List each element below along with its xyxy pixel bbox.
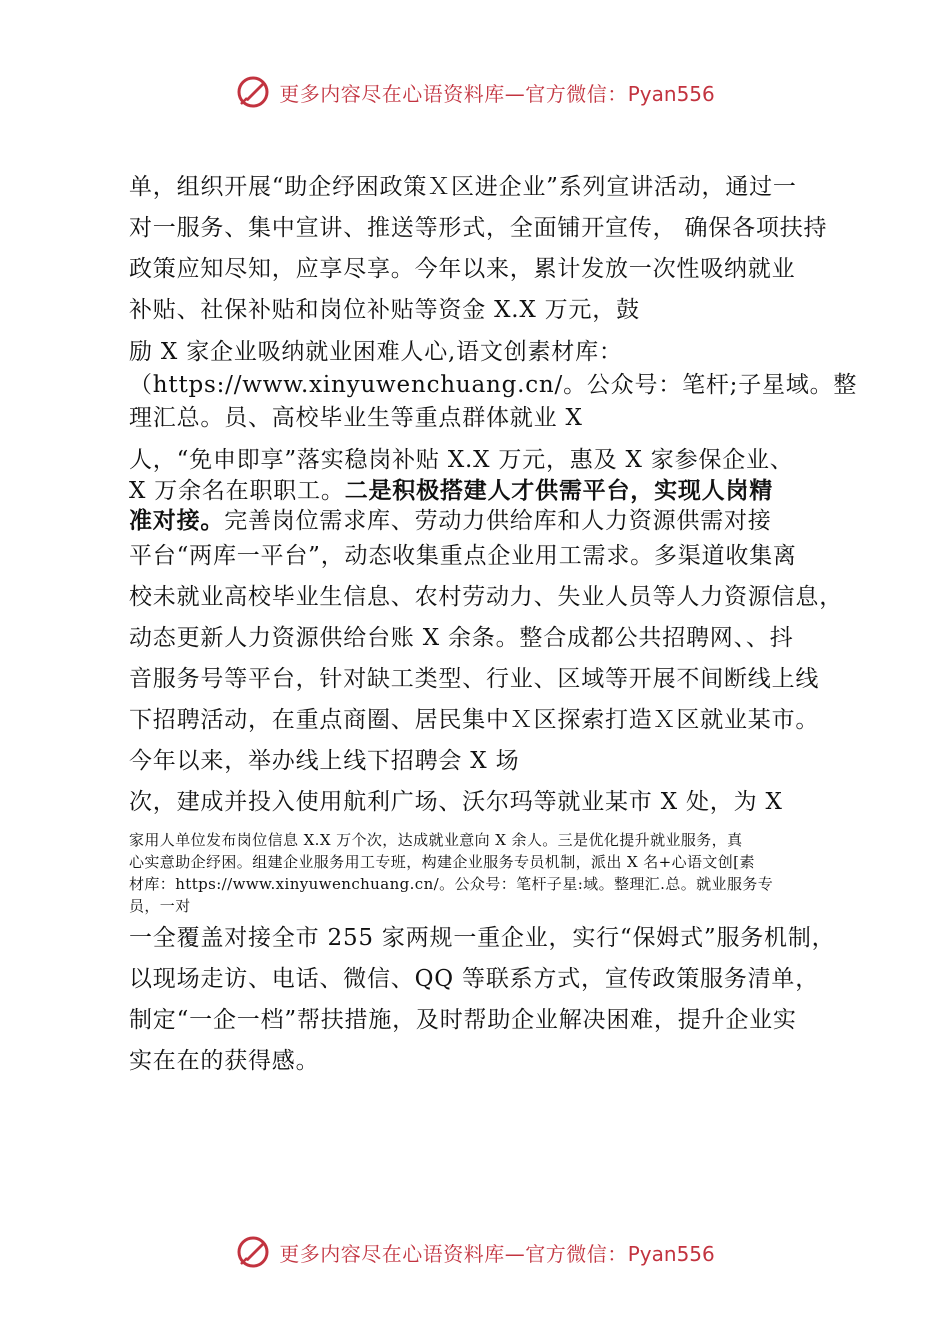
- heading-two-cont: 准对接。: [129, 508, 225, 534]
- text-run: X 万余名在职职工。: [129, 478, 345, 504]
- text-line-mixed: [129, 475, 773, 507]
- quill-logo-icon: [235, 1234, 271, 1270]
- text-line: 政策应知尽知，应享尽享。今年以来，累计发放一次性吸纳就业: [129, 256, 796, 282]
- text-line: 实在在的获得感。: [129, 1048, 320, 1074]
- text-line: 以现场走访、电话、微信、QQ 等联系方式，宣传政策服务清单，: [129, 966, 820, 992]
- text-line: 理汇总。员、高校毕业生等重点群体就业 X: [129, 405, 583, 431]
- text-line: 补贴、社保补贴和岗位补贴等资金 X.X 万元，鼓: [129, 297, 640, 323]
- small-text-line: 员，一对: [129, 897, 191, 915]
- small-text-line: 家用人单位发布岗位信息 X.X 万个次，达成就业意向 X 余人。三是优化提升就业服务，真: [129, 831, 743, 849]
- text-line: 一全覆盖对接全市 255 家两规一重企业，实行“保姆式”服务机制，: [129, 925, 836, 951]
- text-line-mixed: [129, 505, 772, 537]
- text-line: 校未就业高校毕业生信息、农村劳动力、失业人员等人力资源信息，: [129, 584, 843, 610]
- text-line: 对一服务、集中宣讲、推送等形式，全面铺开宣传， 确保各项扶持: [129, 215, 828, 241]
- text-line: 次，建成并投入使用航利广场、沃尔玛等就业某市 X 处，为 X: [129, 789, 783, 815]
- text-line: 动态更新人力资源供给台账 X 余条。整合成都公共招聘网、、抖: [129, 625, 794, 651]
- text-line: 音服务号等平台，针对缺工类型、行业、区域等开展不间断线上线: [129, 666, 820, 692]
- text-line: 今年以来，举办线上线下招聘会 X 场: [129, 748, 520, 774]
- text-line: 制定“一企一档”帮扶措施，及时帮助企业解决困难，提升企业实: [129, 1007, 797, 1033]
- wechat-handle: Pyan556: [627, 81, 715, 106]
- text-line: （https://www.xinyuwenchuang.cn/。公众号：笔杆;子星域。整: [129, 372, 858, 398]
- text-line: 励 X 家企业吸纳就业困难人心,语文创素材库：: [129, 339, 623, 365]
- quill-logo-icon: [235, 74, 271, 110]
- text-line: 下招聘活动，在重点商圈、居民集中Ｘ区探索打造Ｘ区就业某市。: [129, 707, 820, 733]
- wechat-handle: Pyan556: [627, 1241, 715, 1266]
- text-run: 完善岗位需求库、劳动力供给库和人力资源供需对接: [224, 508, 772, 534]
- watermark-text: 更多内容尽在心语资料库—官方微信：Pyan556: [279, 1241, 715, 1266]
- watermark-text: 更多内容尽在心语资料库—官方微信：Pyan556: [279, 81, 715, 106]
- small-text-line: 材库：https://www.xinyuwenchuang.cn/。公众号：笔杆子星:域。整理汇.总。就业服务专: [129, 875, 774, 893]
- small-text-line: 心实意助企纾困。组建企业服务用工专班，构建企业服务专员机制，派出 X 名+心语文创[素: [129, 853, 755, 871]
- text-line: 平台“两库一平台”，动态收集重点企业用工需求。多渠道收集离: [129, 543, 797, 569]
- footer-watermark: [0, 1232, 950, 1272]
- text-line: 人，“免申即享”落实稳岗补贴 X.X 万元，惠及 X 家参保企业、: [129, 447, 794, 473]
- text-line: 单，组织开展“助企纾困政策Ｘ区进企业”系列宣讲活动，通过一: [129, 174, 797, 200]
- header-watermark: [0, 72, 950, 112]
- heading-two: 二是积极搭建人才供需平台，实现人岗精: [344, 478, 774, 504]
